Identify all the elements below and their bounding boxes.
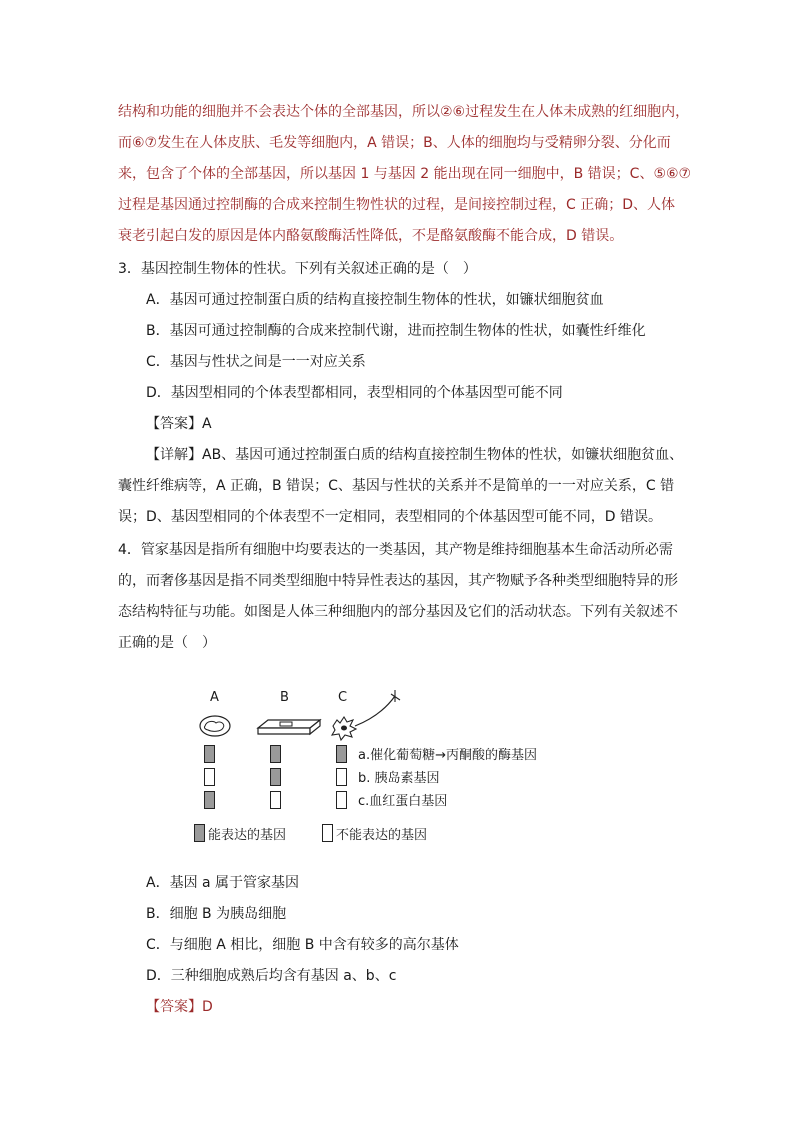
- detail-line: 误；D、基因型相同的个体表型不一定相同，表型相同的个体基因型可能不同，D 错误。: [118, 509, 663, 525]
- explanation-line: 结构和功能的细胞并不会表达个体的全部基因，所以②⑥过程发生在人体未成熟的红细胞内，: [118, 104, 690, 120]
- expressed-gene-box: [336, 745, 347, 763]
- detail-line: 【详解】AB、基因可通过控制蛋白质的结构直接控制生物体的性状，如镰状细胞贫血、: [146, 447, 684, 463]
- explanation-line: 衰老引起白发的原因是体内酪氨酸酶活性降低，不是酪氨酸酶不能合成，D 错误。: [118, 228, 624, 244]
- option-d: D．三种细胞成熟后均含有基因 a、b、c: [146, 968, 397, 984]
- explanation-line: 而⑥⑦发生在人体皮肤、毛发等细胞内，A 错误；B、人体的细胞均与受精卵分裂、分化而: [118, 135, 671, 151]
- option-a: A．基因可通过控制蛋白质的结构直接控制生物体的性状，如镰状细胞贫血: [146, 292, 604, 308]
- answer: [146, 996, 213, 1016]
- cell-drawings: [190, 690, 430, 750]
- option-b: B．细胞 B 为胰岛细胞: [146, 906, 287, 922]
- cell-label-c: C: [338, 690, 348, 705]
- explanation-line: 来，包含了个体的全部基因，所以基因 1 与基因 2 能出现在同一细胞中，B 错误；C、⑤⑥⑦: [118, 166, 692, 182]
- detail-line: 囊性纤维病等，A 正确，B 错误；C、基因与性状的关系并不是简单的一一对应关系，C 错: [118, 478, 675, 494]
- answer-tag: 【答案】: [146, 416, 202, 432]
- cell-label-b: B: [280, 690, 289, 705]
- gene-label-c: c.血红蛋白基因: [358, 794, 448, 809]
- option-d: D．基因型相同的个体表型都相同，表型相同的个体基因型可能不同: [146, 385, 563, 401]
- expressed-gene-box: [204, 745, 215, 763]
- unexpressed-gene-box: [336, 791, 347, 809]
- gene-label-b: b. 胰岛素基因: [358, 771, 440, 786]
- question-stem-line: 态结构特征与功能。如图是人体三种细胞内的部分基因及它们的活动状态。下列有关叙述不: [118, 604, 678, 620]
- question-stem-line: 正确的是（ ）: [118, 635, 216, 651]
- option-c: C．与细胞 A 相比，细胞 B 中含有较多的高尔基体: [146, 937, 459, 953]
- cell-c-icon: [332, 690, 400, 740]
- expressed-gene-box: [204, 791, 215, 809]
- gene-expression-figure: [190, 690, 590, 850]
- legend-off-label: 不能表达的基因: [336, 828, 428, 843]
- answer: [146, 413, 212, 433]
- cell-a-icon: [200, 716, 230, 736]
- answer-tag: 【答案】: [146, 999, 202, 1015]
- unexpressed-gene-box: [336, 768, 347, 786]
- explanation-line: 过程是基因通过控制酶的合成来控制生物性状的过程，是间接控制过程，C 正确；D、人体: [118, 197, 676, 213]
- gene-label-a: a.催化葡萄糖→丙酮酸的酶基因: [358, 748, 537, 763]
- legend-off-swatch: [322, 824, 333, 842]
- option-a: A．基因 a 属于管家基因: [146, 875, 300, 891]
- expressed-gene-box: [270, 768, 281, 786]
- unexpressed-gene-box: [270, 791, 281, 809]
- answer-value: D: [202, 999, 213, 1015]
- cell-b-icon: [258, 720, 320, 734]
- question-stem-line: 4．管家基因是指所有细胞中均要表达的一类基因，其产物是维持细胞基本生命活动所必需: [118, 542, 673, 558]
- option-c: C．基因与性状之间是一一对应关系: [146, 354, 366, 370]
- question-stem-line: 的，而奢侈基因是指不同类型细胞中特异性表达的基因，其产物赋予各种类型细胞特异的形: [118, 573, 678, 589]
- option-b: B．基因可通过控制酶的合成来控制代谢，进而控制生物体的性状，如囊性纤维化: [146, 323, 646, 339]
- cell-label-a: A: [210, 690, 219, 705]
- question-stem: 3．基因控制生物体的性状。下列有关叙述正确的是（ ）: [118, 261, 477, 277]
- legend-on-swatch: [194, 824, 205, 842]
- legend-on-label: 能表达的基因: [208, 828, 287, 843]
- expressed-gene-box: [270, 745, 281, 763]
- unexpressed-gene-box: [204, 768, 215, 786]
- answer-value: A: [202, 416, 212, 432]
